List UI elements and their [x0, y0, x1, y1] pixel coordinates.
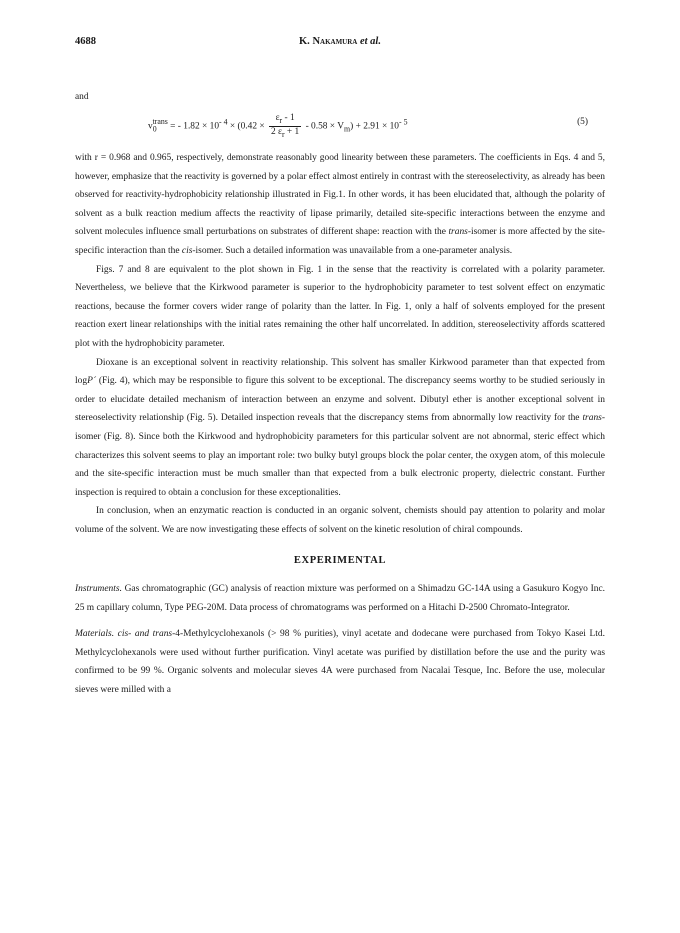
et-al: et al. [359, 36, 381, 47]
paragraph-materials: Materials. cis- and trans-4-Methylcyclohexanols (> 98 % purities), vinyl acetate and dodecane were purchased from Tokyo Kasei Ltd. Methylcyclohexanols were used without further purification. Vinyl acetate was purified by distillation before the use and the purity was confirmed to be 99 %. Organic solvents and molecular sieves 4A were purchased from Nacalai Tesque, Inc. Before the use, molecular sieves were milled with a [75, 629, 606, 696]
runin-instruments: Instruments. [75, 584, 122, 595]
eq-part2: × (0.42 × [227, 121, 267, 132]
running-header [0, 36, 680, 47]
eq-lhs-sub: 0 [152, 124, 157, 134]
equation-number: (5) [577, 117, 588, 127]
eq-part4: ) + 2.91 × 10 [350, 121, 399, 132]
equation-body [148, 113, 407, 140]
eq-exp1: - 4 [219, 117, 228, 127]
page-number: 4688 [75, 36, 96, 47]
paragraph-3: Dioxane is an exceptional solvent in reactivity relationship. This solvent has smaller Kirkwood parameter than that expected from logP´ (Fig. 4), which may be responsible to figure this solvent to be exceptional. The discrepancy seems worthy to be studied seriously in order to elucidate detailed mechanism of interaction between an enzyme and solvent. Dibutyl ether is another exceptional solvent in stereoselectivity relationship (Fig. 5). Detailed inspection reveals that the discrepancy stems from abnormally low reactivity for the trans-isomer (Fig. 8). Since both the Kirkwood and hydrophobicity parameters for this particular solvent are not abnormal, steric effect which characterizes this solvent seems to play an important role: two bulky butyl groups block the polar center, the oxygen atom, of this molecule and the site-specific interaction must be much smaller than that expected from a bulk electronic property, dielectric constant. Further inspection is required to obtain a conclusion for these exceptionalities. [75, 357, 605, 498]
eq-fraction [269, 113, 301, 140]
eq-fraction-denominator: 2 $\varepsilon_r + 1$ [271, 126, 300, 139]
eq-part1: = - 1.82 × 10 [167, 121, 220, 132]
equation-5 [148, 107, 608, 141]
paragraph-gap [75, 617, 605, 625]
eq-part3: - 0.58 × V [303, 121, 345, 132]
equation-lead: and [75, 92, 89, 102]
paragraph-2: Figs. 7 and 8 are equivalent to the plot shown in Fig. 1 in the sense that the reactivity is correlated with a polarity parameter. Nevertheless, we believe that the Kirkwood parameter is superior to the hydrophobicity parameter to test solvent effect on enzymatic reactions, because the former covers wider range of polarity than the latter. In Fig. 1, only a half of solvents employed for the present reaction exert linear relationships with the initial rates remaining the other half uncorrelated. In addition, stereoselectivity affords scattered plot with the hydrophobicity parameter. [75, 264, 605, 349]
author-initial: K. [299, 36, 310, 47]
runin-materials: Materials. [75, 629, 115, 640]
paragraph-4: In conclusion, when an enzymatic reaction is conducted in an organic solvent, chemists should pay attention to polarity and molar volume of the solvent. We are now investigating these effects of solvent on the kinetic resolution of chiral compounds. [75, 506, 605, 535]
paragraph-instruments: Instruments. Gas chromatographic (GC) analysis of reaction mixture was performed on a Shimadzu GC-14A using a Gasukuro Kogyo Inc. 25 m capillary column, Type PEG-20M. Data process of chromatograms was performed on a Hitachi D-2500 Chromato-Integrator. [75, 584, 605, 613]
eq-fraction-numerator: $\varepsilon_r - 1$ [269, 113, 301, 127]
section-title-experimental: EXPERIMENTAL [293, 555, 387, 567]
eq-lhs-sup: trans [152, 117, 168, 127]
eq-lhs: v [148, 121, 153, 132]
author-surname: Nakamura [312, 36, 358, 47]
body-text [75, 149, 605, 700]
eq-part3-sub: m [344, 124, 351, 134]
paragraph-1: with r = 0.968 and 0.965, respectively, demonstrate reasonably good linearity between these parameters. The coefficients in Eqs. 4 and 5, however, emphasize that the reactivity is governed by a polar effect almost entirely in contrast with the stereoselectivity, as already has been observed for reactivity-hydrophobicity relationship illustrated in Fig.1. In other words, it has been elucidated that, although the polarity of solvent as a bulk reaction medium affects the reactivity of lipase primarily, detailed site-specific interactions between the enzyme and solvent molecules influence small perturbations on substrates of different shape: reaction with the trans-isomer is more affected by the site-specific interaction than the cis-isomer. Such a detailed information was unavailable from a one-parameter analysis. [75, 153, 605, 256]
eq-exp2: - 5 [399, 117, 408, 127]
